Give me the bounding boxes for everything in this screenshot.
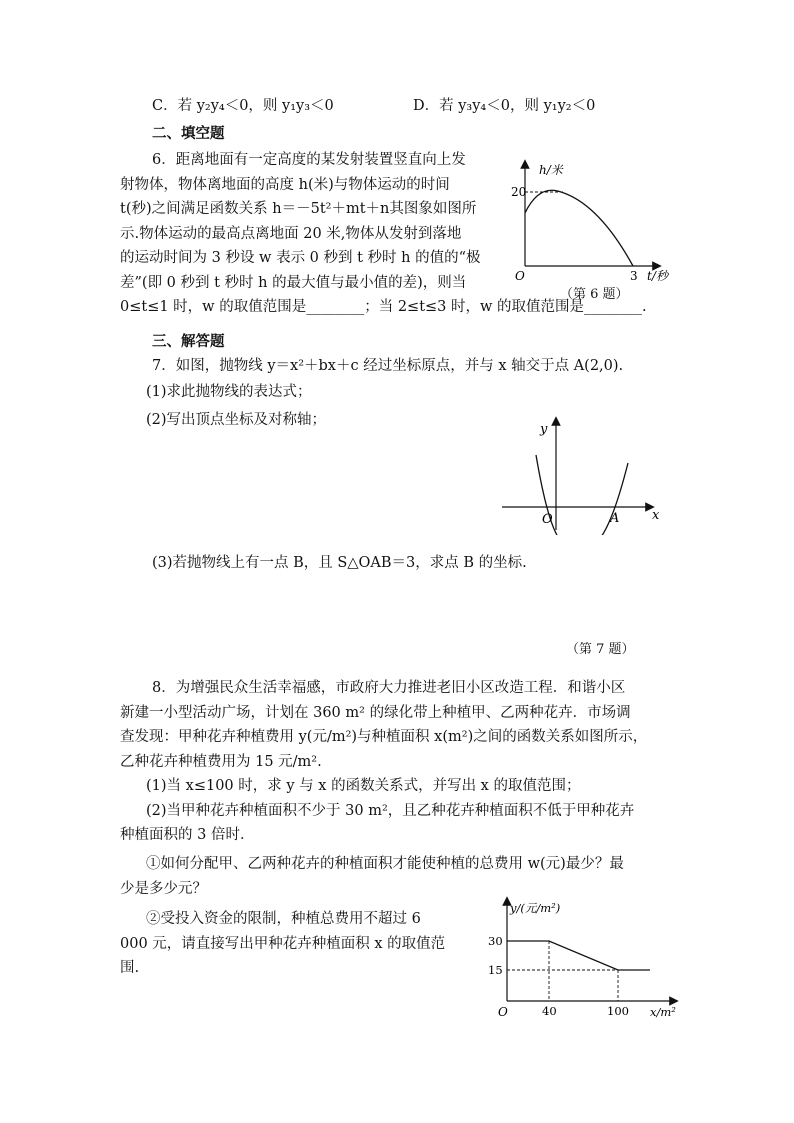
q8-line: 查发现：甲种花卉种植费用 y(元/m²)与种植面积 x(m²)之间的函数关系如图所示， — [120, 729, 648, 745]
q8-sub1-line: 少是多少元？ — [120, 880, 207, 897]
section-answer-heading: 三、解答题 — [152, 333, 225, 350]
q6-caption: （第 6 题） — [560, 287, 629, 302]
q6-line: 6．距离地面有一定高度的某发射装置竖直向上发 — [152, 152, 466, 168]
option-d: D．若 y₃y₄＜0，则 y₁y₂＜0 — [413, 98, 596, 114]
x-tick-40: 40 — [542, 1004, 557, 1018]
q7-stem: 7．如图，抛物线 y＝x²＋bx＋c 经过坐标原点，并与 x 轴交于点 A(2,0). — [152, 358, 624, 374]
y-axis-label: y/(元/m²) — [510, 901, 561, 915]
q8-sub2 — [0, 907, 445, 981]
section-fill-heading: 二、填空题 — [152, 125, 225, 142]
y-tick-30: 30 — [488, 934, 503, 948]
point-a-label: A — [610, 511, 620, 526]
q7-caption: （第 7 题） — [566, 642, 635, 657]
q8-part2-line: 种植面积的 3 倍时． — [120, 827, 255, 843]
cost-function-line — [507, 941, 650, 970]
q8-graph — [480, 895, 690, 1025]
x-axis-label: x — [652, 508, 660, 523]
q7-part3: (3)若抛物线上有一点 B，且 S△OAB＝3，求点 B 的坐标. — [152, 555, 527, 571]
q7-part1: (1)求此抛物线的表达式； — [146, 384, 312, 400]
q8-sub2-line: 000 元，请直接写出甲种花卉种植面积 x 的取值范 — [120, 935, 446, 952]
q6-line: 0≤t≤1 时，w 的取值范围是________；当 2≤t≤3 时，w 的取值范围是________. — [120, 299, 647, 315]
q8-part1: (1)当 x≤100 时，求 y 与 x 的函数关系式，并写出 x 的取值范围； — [146, 778, 581, 794]
y-tick-20: 20 — [511, 185, 527, 199]
q8-sub2-line: ②受投入资金的限制，种植总费用不超过 6 — [146, 911, 421, 927]
y-axis-label: y — [540, 422, 548, 437]
question-8 — [0, 676, 647, 848]
q8-line: 新建一小型活动广场，计划在 360 m² 的绿化带上种植甲、乙两种花卉．市场调 — [120, 704, 631, 721]
q6-line: t(秒)之间满足函数关系 h＝－5t²＋mt＋n其图象如图所 — [120, 201, 477, 217]
x-tick-100: 100 — [607, 1004, 629, 1018]
x-tick-3: 3 — [630, 269, 638, 283]
q6-line: 示.物体运动的最高点离地面 20 米,物体从发射到落地 — [120, 225, 462, 242]
q8-sub1 — [0, 852, 624, 901]
q7-part2: (2)写出顶点坐标及对称轴； — [146, 412, 327, 428]
q8-part2-line: (2)当甲种花卉种植面积不少于 30 m²，且乙种花卉种植面积不低于甲种花卉 — [146, 802, 635, 819]
height-curve — [525, 190, 633, 266]
q8-sub2-line: 围. — [120, 960, 140, 976]
origin-label: O — [542, 512, 553, 527]
origin-label: O — [498, 1005, 508, 1019]
option-c: C．若 y₂y₄＜0，则 y₁y₃＜0 — [152, 98, 334, 114]
q6-line: 差”(即 0 秒到 t 秒时 h 的最大值与最小值的差)，则当 — [120, 274, 467, 291]
origin-label: O — [515, 269, 525, 283]
q7-graph — [498, 415, 670, 535]
q8-sub1-line: ①如何分配甲、乙两种花卉的种植面积才能使种植的总费用 w(元)最少？最 — [146, 856, 624, 872]
x-axis-label: t/秒 — [647, 269, 668, 283]
y-axis-label: h/米 — [539, 163, 563, 177]
y-tick-15: 15 — [488, 963, 503, 977]
q6-line: 射物体，物体离地面的高度 h(米)与物体运动的时间 — [120, 176, 450, 193]
q6-line: 的运动时间为 3 秒设 w 表示 0 秒到 t 秒时 h 的值的“极 — [120, 250, 481, 266]
x-axis-label: x/m² — [650, 1005, 676, 1019]
q8-line: 乙种花卉种植费用为 15 元/m². — [120, 753, 322, 770]
q6-graph — [505, 158, 685, 283]
q8-line: 8．为增强民众生活幸福感，市政府大力推进老旧小区改造工程．和谐小区 — [152, 680, 626, 696]
